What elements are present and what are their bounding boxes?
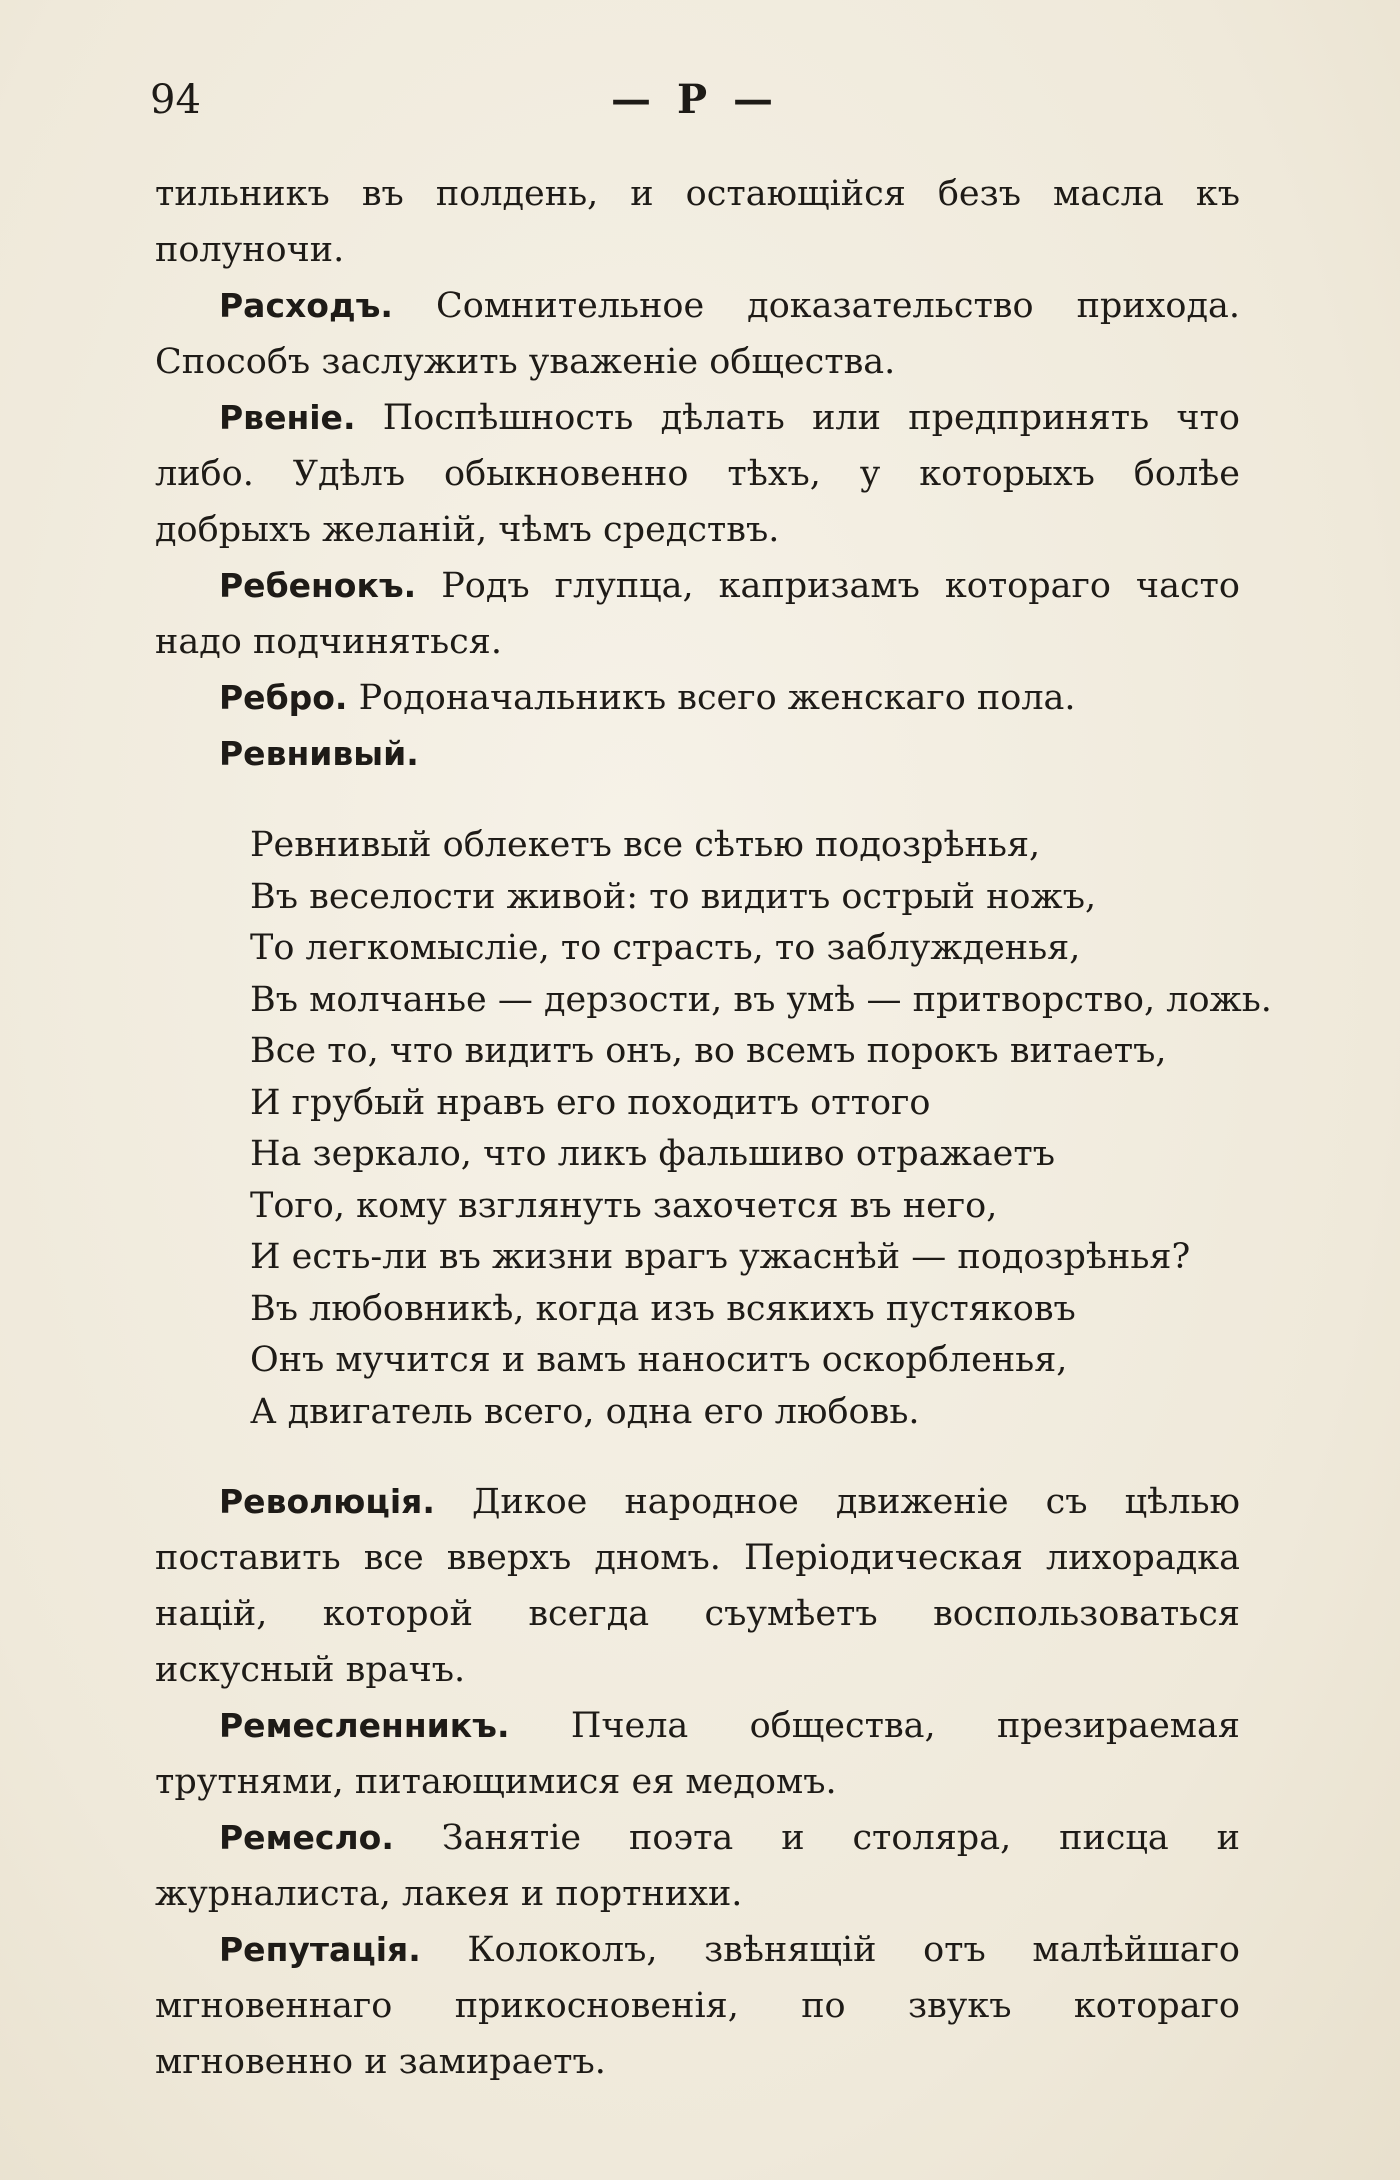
page-header [150, 70, 1240, 140]
poem-line: И есть-ли въ жизни врагъ ужаснѣй — подозрѣнья? [250, 1237, 1191, 1277]
entry-rvenie [155, 390, 1240, 558]
poem-line: Ревнивый облекетъ все сѣтью подозрѣнья, [250, 825, 1041, 865]
poem-line: Въ молчанье — дерзости, въ умѣ — притворство, ложь. [250, 979, 1272, 1020]
poem-line: То легкомысліе, то страсть, то заблужденья, [250, 928, 1081, 968]
entry-rebro [155, 670, 1240, 726]
entry-term: Репутація. [219, 1930, 421, 1969]
entry-rashod [155, 278, 1240, 390]
poem-line: Все то, что видитъ онъ, во всемъ порокъ витаетъ, [250, 1031, 1167, 1071]
entry-revolyutsiya [155, 1474, 1240, 1698]
entry-term: Ремесленникъ. [219, 1706, 510, 1745]
entry-definition: Пчела общества, презираемая трутнями, питающимися ея медомъ. [155, 1706, 1240, 1802]
poem-line: И грубый нравъ его походитъ оттого [250, 1082, 931, 1123]
entry-remeslo [155, 1810, 1240, 1922]
entry-term: Ребро. [219, 678, 348, 717]
poem-line: Въ веселости живой: то видитъ острый ножъ, [250, 876, 1097, 917]
entry-remeslennik [155, 1698, 1240, 1810]
entry-rebenok [155, 558, 1240, 670]
entry-reputatsiya [155, 1922, 1240, 2090]
entry-definition: Сомнительное доказательство прихода. Способъ заслужить уваженіе общества. [155, 286, 1240, 382]
entry-definition: Колоколъ, звѣнящій отъ малѣйшаго мгновеннаго прикосновенія, по звукъ котораго мгновенно и замираетъ. [155, 1930, 1240, 2082]
poem [250, 820, 1272, 1438]
entry-definition: Занятіе поэта и столяра, писца и журналиста, лакея и портнихи. [155, 1818, 1240, 1914]
poem-line: Того, кому взглянуть захочется въ него, [250, 1185, 998, 1226]
running-head: — Р — [611, 76, 779, 123]
entry-term: Революція. [219, 1482, 435, 1521]
entry-definition: Родоначальникъ всего женскаго пола. [358, 678, 1076, 718]
entry-term: Рвеніе. [219, 398, 356, 437]
entry-definition: Поспѣшность дѣлать или предпринять что либо. Удѣлъ обыкновенно тѣхъ, у которыхъ болѣе добрыхъ желаній, чѣмъ средствъ. [155, 398, 1240, 550]
entry-revnivy [155, 726, 1240, 782]
entry-term: Ремесло. [219, 1818, 394, 1857]
entry-term: Ревнивый. [219, 734, 419, 773]
entry-definition: Родъ глупца, капризамъ котораго часто надо подчиняться. [155, 566, 1240, 662]
entry-definition: Дикое народное движеніе съ цѣлью поставить все вверхъ дномъ. Періодическая лихорадка націй, которой всегда съумѣетъ воспользоваться искусный врачъ. [155, 1482, 1240, 1690]
continuation-paragraph: тильникъ въ полдень, и остающійся безъ масла къ полуночи. [155, 174, 1240, 270]
poem-line: Онъ мучится и вамъ наноситъ оскорбленья, [250, 1340, 1068, 1380]
entry-term: Ребенокъ. [219, 566, 417, 605]
page-body [155, 166, 1272, 2090]
page-number: 94 [150, 77, 201, 123]
poem-line: На зеркало, что ликъ фальшиво отражаетъ [250, 1134, 1055, 1174]
poem-line: А двигатель всего, одна его любовь. [250, 1391, 920, 1432]
entry-term: Расходъ. [219, 286, 393, 325]
poem-line: Въ любовникѣ, когда изъ всякихъ пустяковъ [250, 1288, 1076, 1329]
